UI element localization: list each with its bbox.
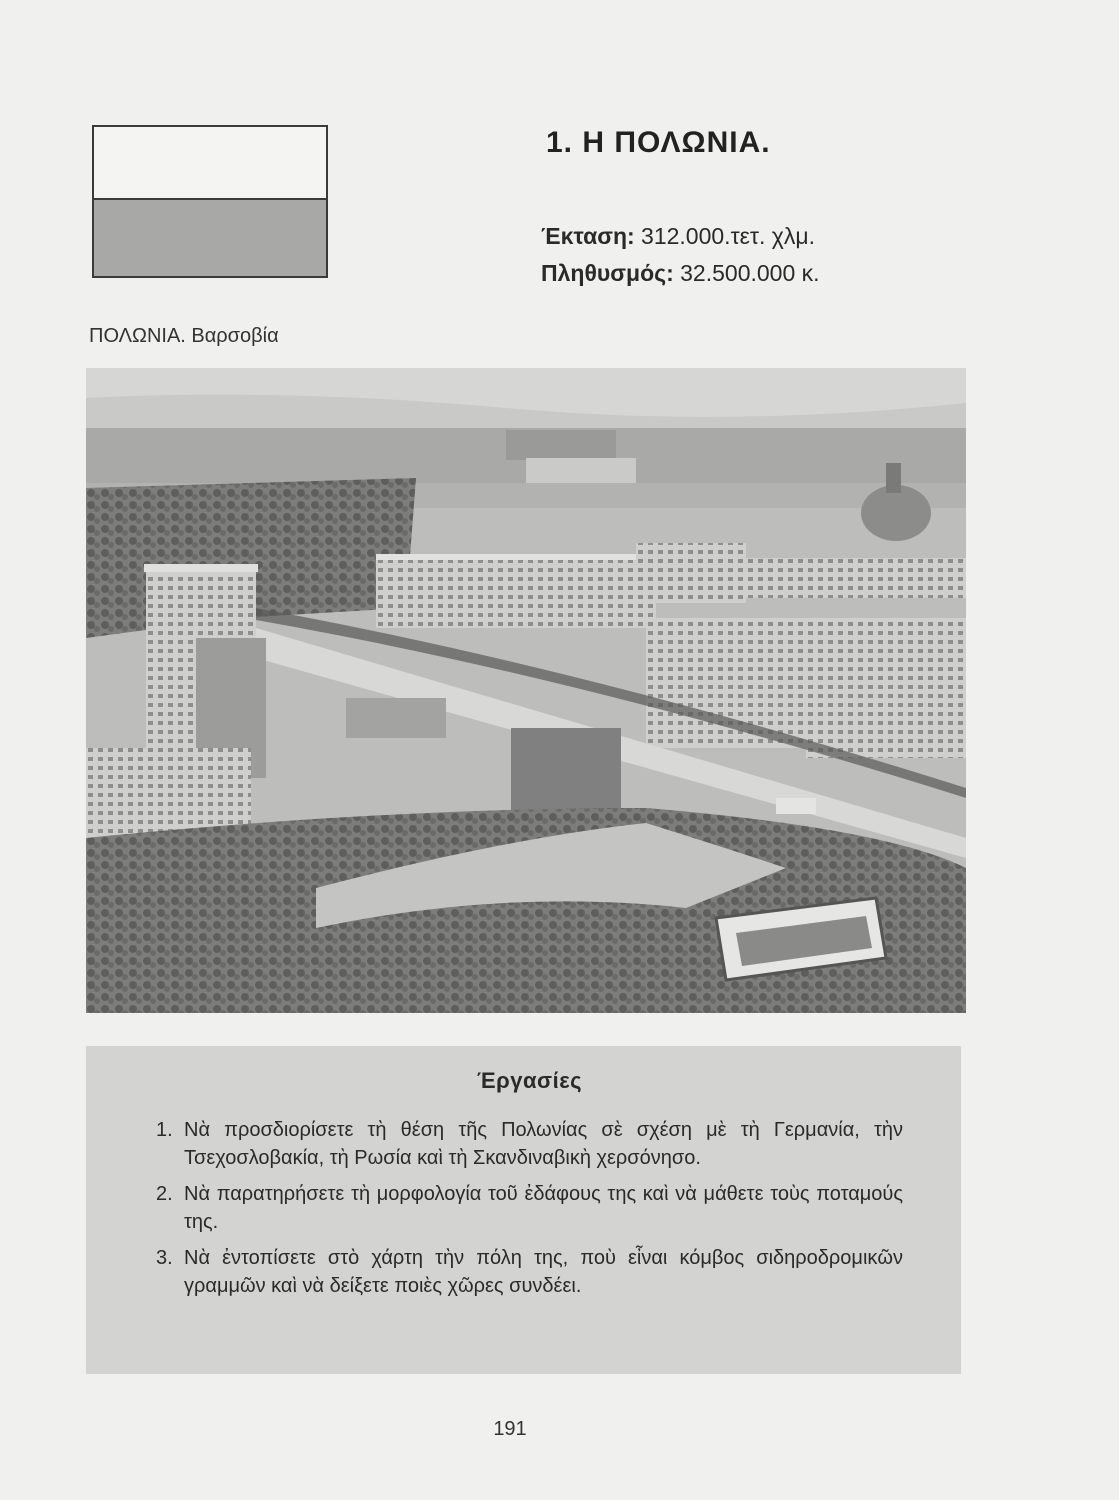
area-row bbox=[541, 218, 820, 255]
exercise-number: 1. bbox=[156, 1119, 173, 1141]
exercise-item bbox=[156, 1180, 903, 1236]
exercises-title: Έργασίες bbox=[476, 1068, 583, 1093]
population-row bbox=[541, 255, 820, 292]
exercise-item bbox=[156, 1244, 903, 1300]
flag-bottom-stripe bbox=[94, 198, 326, 276]
warsaw-aerial-photo bbox=[86, 368, 966, 1013]
country-stats bbox=[541, 218, 820, 292]
exercise-text: Νὰ παρατηρήσετε τὴ μορφολογία τοῦ ἐδάφους της καὶ νὰ μάθετε τοὺς ποταμούς της. bbox=[184, 1183, 903, 1233]
area-value: 312.000.τετ. χλμ. bbox=[641, 223, 815, 249]
warsaw-aerial-illustration bbox=[86, 368, 966, 1013]
exercise-number: 3. bbox=[156, 1247, 173, 1269]
exercises-box bbox=[86, 1046, 961, 1374]
exercise-item bbox=[156, 1116, 903, 1172]
population-value: 32.500.000 κ. bbox=[680, 260, 820, 286]
page-number: 191 bbox=[493, 1418, 527, 1440]
population-label: Πληθυσμός: bbox=[541, 260, 674, 286]
exercise-number: 2. bbox=[156, 1183, 173, 1205]
area-label: Έκταση: bbox=[541, 223, 635, 249]
exercises-list bbox=[156, 1116, 903, 1300]
exercise-text: Νὰ προσδιορίσετε τὴ θέση τῆς Πολωνίας σὲ σχέση μὲ τὴ Γερμανία, τὴν Τσεχοσλοβακία, τὴ Ρωσία καὶ τὴ Σκανδιναβικὴ χερσόνησο. bbox=[184, 1119, 903, 1169]
chapter-title: 1. Η ΠΟΛΩΝΙΑ. bbox=[546, 126, 771, 159]
poland-flag bbox=[92, 125, 328, 278]
photo-caption: ΠΟΛΩΝΙΑ. Βαρσοβία bbox=[89, 325, 279, 347]
exercise-text: Νὰ ἐντοπίσετε στὸ χάρτη τὴν πόλη της, ποὺ εἶναι κόμβος σιδηροδρομικῶν γραμμῶν καὶ νὰ δείξετε ποιὲς χῶρες συνδέει. bbox=[184, 1247, 903, 1297]
